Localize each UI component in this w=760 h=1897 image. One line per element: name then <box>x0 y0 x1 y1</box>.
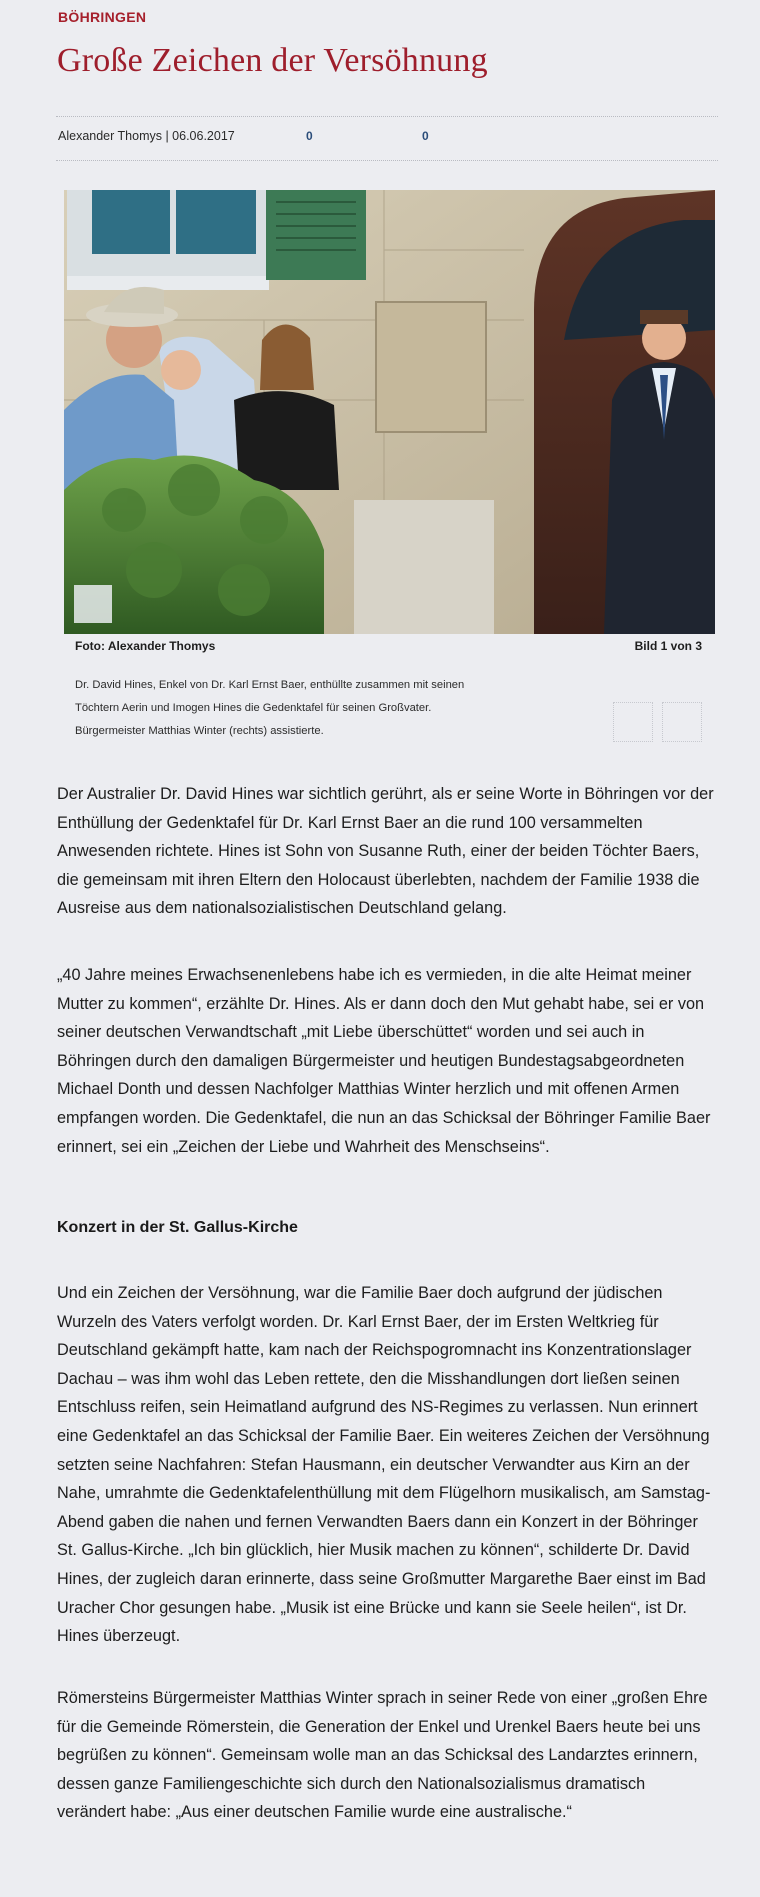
article-photo[interactable] <box>64 190 715 634</box>
article-kicker: BÖHRINGEN <box>58 9 147 25</box>
photo-caption <box>75 674 545 743</box>
comment-count[interactable]: 0 <box>306 129 313 143</box>
caption-line: Töchtern Aerin und Imogen Hines die Gedenktafel für seinen Großvater. <box>75 702 432 714</box>
gallery-prev-thumb[interactable] <box>613 702 653 742</box>
gallery-next-thumb[interactable] <box>662 702 702 742</box>
byline: Alexander Thomys | 06.06.2017 <box>58 129 235 143</box>
caption-line: Dr. David Hines, Enkel von Dr. Karl Ernst Baer, enthüllte zusammen mit seinen <box>75 679 465 691</box>
caption-line: Bürgermeister Matthias Winter (rechts) assistierte. <box>75 725 324 737</box>
section-subhead: Konzert in der St. Gallus-Kirche <box>57 1219 298 1236</box>
photo-counter: Bild 1 von 3 <box>634 639 702 653</box>
divider-bottom <box>56 160 718 161</box>
paragraph-4: Römersteins Bürgermeister Matthias Winter sprach in seiner Rede von einer „großen Ehre für die Gemeinde Römerstein, die Generation der Enkel und Urenkel Baers heute bei uns begrüßen zu können“. Gemeinsam wolle man an das Schicksal des Landarztes erinnern, dessen ganze Familiengeschichte sich durch den Nationalsozialismus dramatisch verändert habe: „Aus einer deutschen Familie wurde eine australische.“ <box>57 1689 708 1822</box>
paragraph-2: „40 Jahre meines Erwachsenenlebens habe ich es vermieden, in die alte Heimat meiner Mutter zu kommen“, erzählte Dr. Hines. Als er dann doch den Mut gehabt habe, sei er von seiner deutschen Verwandtschaft „mit Liebe überschüttet“ worden und sei auch in Böhringen durch den damaligen Bürgermeister und heutigen Bundestagsabgeordneten Michael Donth und dessen Nachfolger Matthias Winter herzlich und mit offenen Armen empfangen worden. Die Gedenktafel, die nun an das Schicksal der Böhringer Familie Baer erinnert, sei ein „Zeichen der Liebe und Wahrheit des Menschseins“. <box>57 966 711 1156</box>
paragraph-1: Der Australier Dr. David Hines war sichtlich gerührt, als er seine Worte in Böhringen vor der Enthüllung der Gedenktafel für Dr. Karl Ernst Baer an die rund 100 versammelten Anwesenden richtete. Hines ist Sohn von Susanne Ruth, einer der beiden Töchter Baers, die gemeinsam mit ihren Eltern den Holocaust überlebten, nachdem der Familie 1938 die Ausreise aus dem nationalsozialistischen Deutschland gelang. <box>57 785 714 918</box>
photo-illustration <box>64 190 715 634</box>
article-headline: Große Zeichen der Versöhnung <box>57 42 488 79</box>
paragraph-3: Und ein Zeichen der Versöhnung, war die Familie Baer doch aufgrund der jüdischen Wurzeln des Vaters verfolgt worden. Dr. Karl Ernst Baer, der im Ersten Weltkrieg für Deutschland gekämpft hatte, kam nach der Reichspogromnacht ins Konzentrationslager Dachau – was ihm wohl das Leben rettete, den die Misshandlungen dort ließen seinen Entschluss reifen, sein Heimatland aufgrund des NS-Regimes zu verlassen. Nun erinnert eine Gedenktafel an das Schicksal der Familie Baer. Ein weiteres Zeichen der Versöhnung setzten seine Nachfahren: Stefan Hausmann, ein deutscher Verwandter aus Kirn an der Nahe, umrahmte die Gedenktafelenthüllung mit dem Flügelhorn musikalisch, am Samstag-Abend gaben die nahen und fernen Verwandten Baers dann ein Konzert in der Böhringer St. Gallus-Kirche. „Ich bin glücklich, hier Musik machen zu können“, schilderte Dr. David Hines, der zugleich daran erinnerte, dass seine Großmutter Margarethe Baer einst im Bad Uracher Chor gesungen habe. „Musik ist eine Brücke und kann sie Seele heilen“, ist Dr. Hines überzeugt. <box>57 1284 711 1646</box>
article-meta <box>58 129 658 143</box>
divider-top <box>56 116 718 117</box>
photo-credit: Foto: Alexander Thomys <box>75 639 216 653</box>
share-count[interactable]: 0 <box>422 129 429 143</box>
